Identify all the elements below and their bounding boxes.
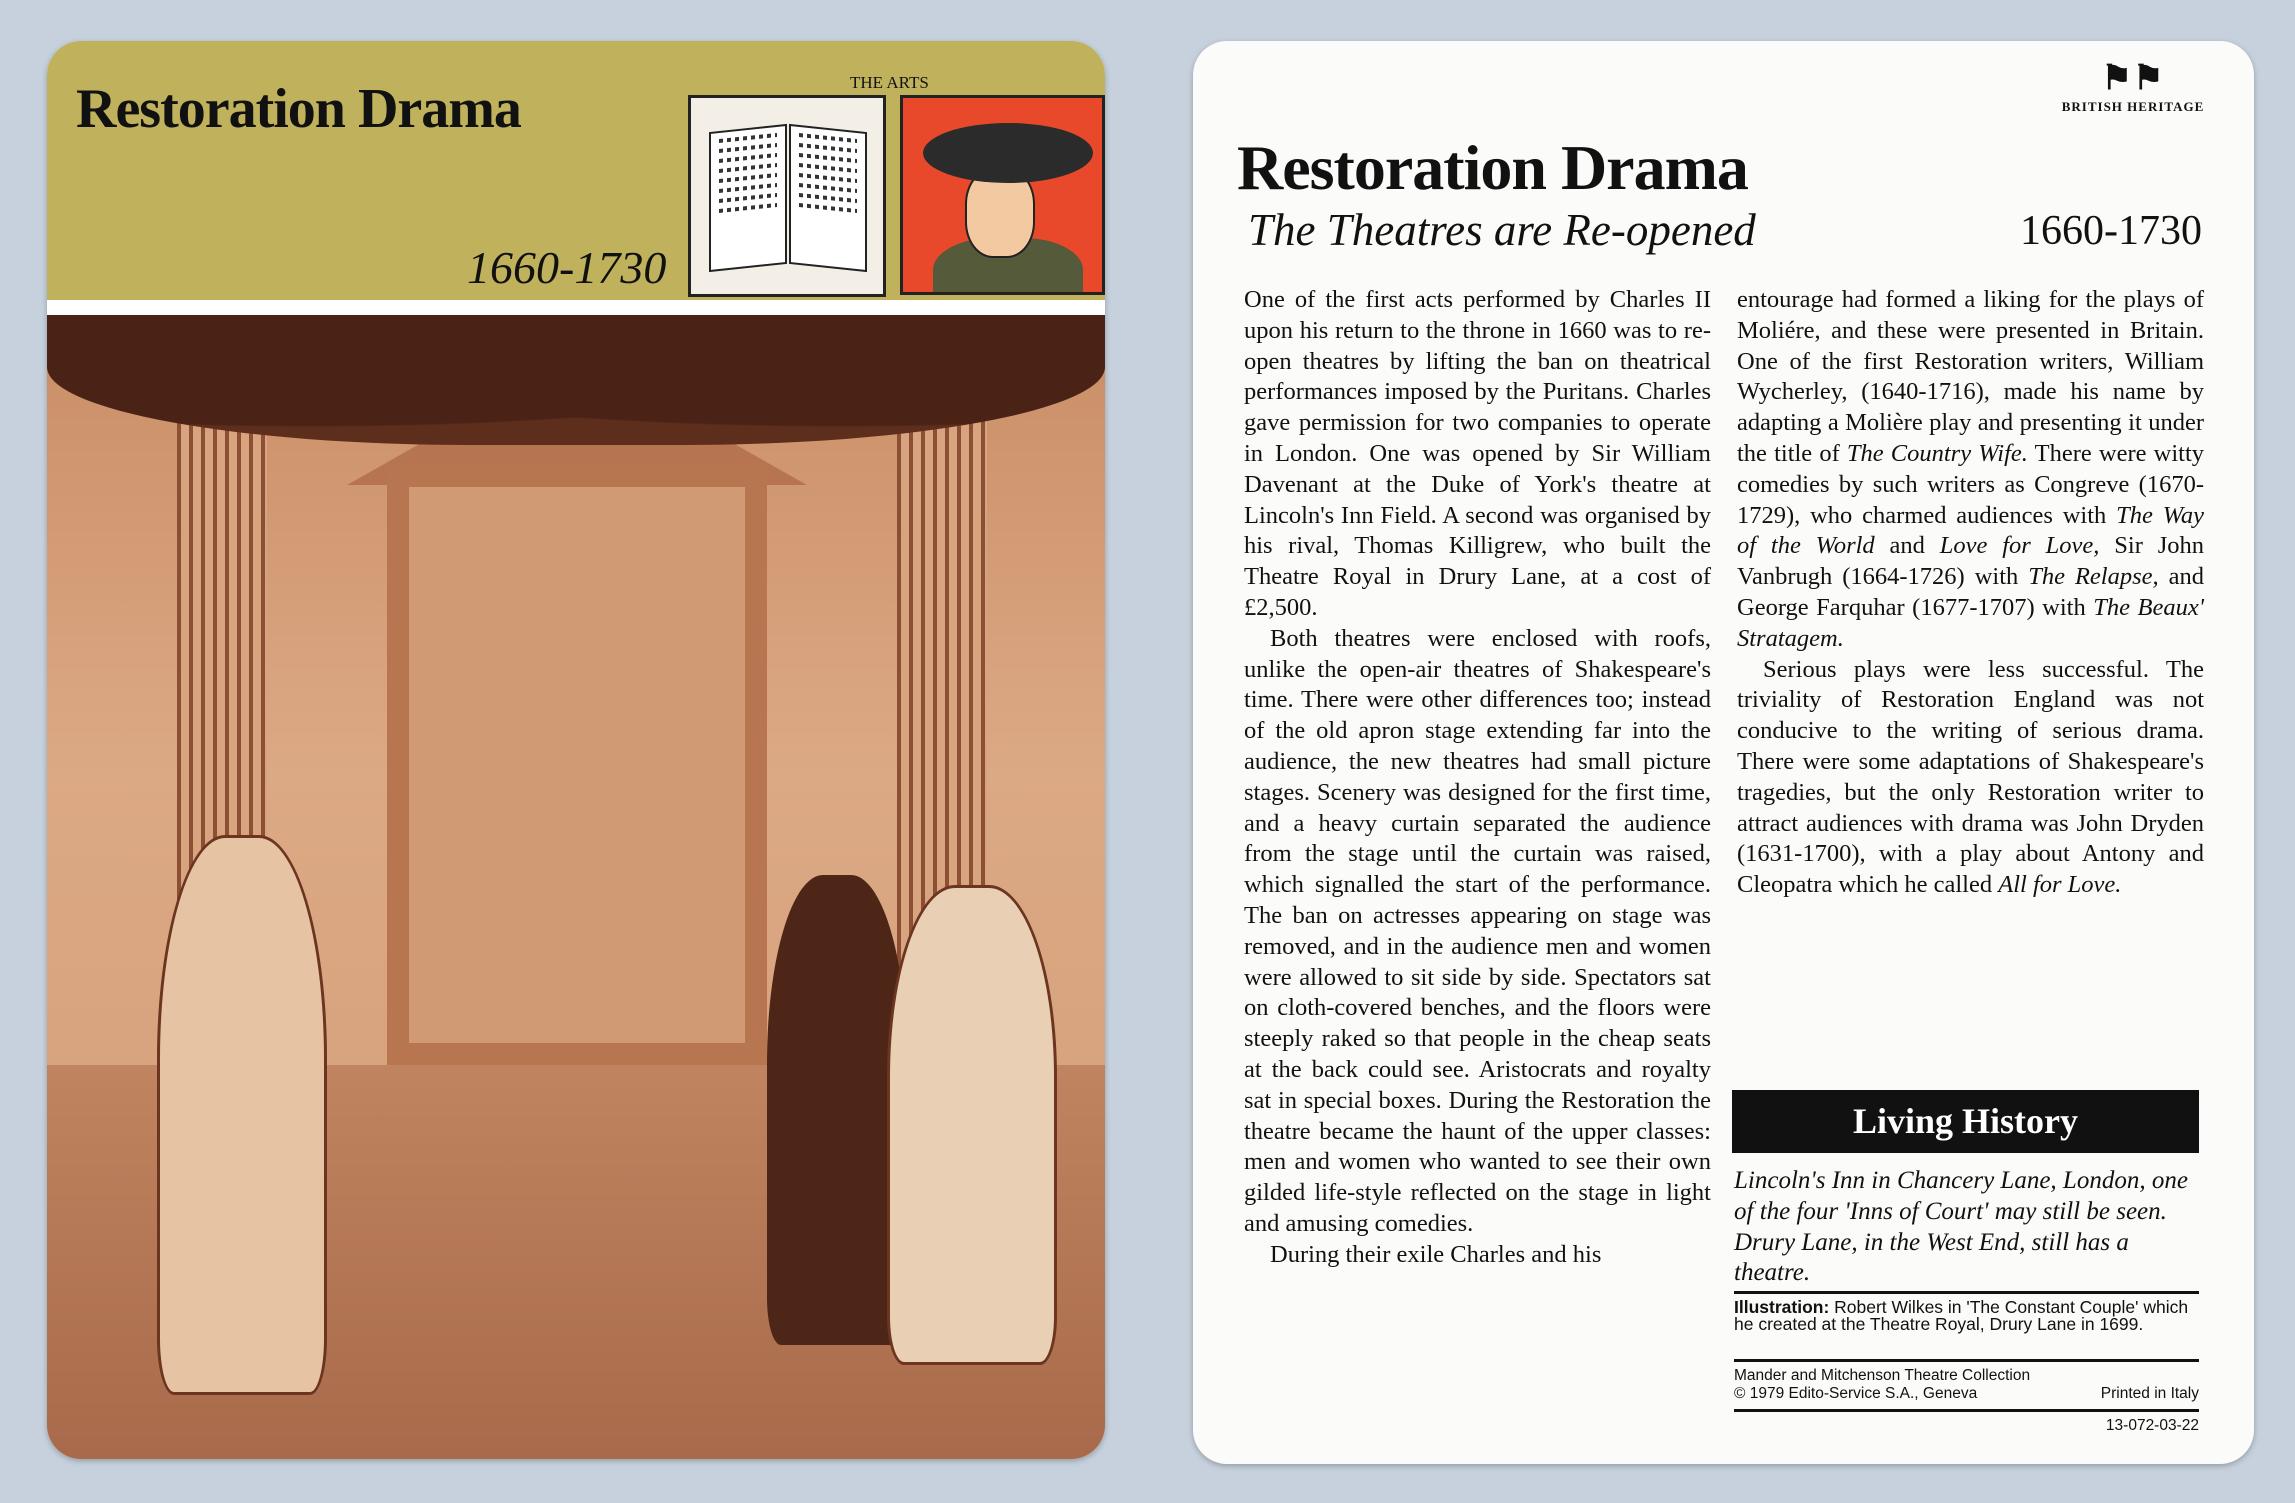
back-title: Restoration Drama xyxy=(1237,132,1748,203)
collection-credit: Mander and Mitchenson Theatre Collection xyxy=(1734,1367,2031,1384)
divider xyxy=(1734,1359,2199,1362)
living-history-heading: Living History xyxy=(1732,1090,2199,1153)
card-code: 13-072-03-22 xyxy=(2105,1417,2199,1434)
living-history-text: Lincoln's Inn in Chancery Lane, London, one of the four 'Inns of Court' may still be seen. Drury Lane, in the West End, still has a theatre. xyxy=(1734,1167,2188,1287)
paragraph: Both theatres were enclosed with roofs, unlike the open-air theatres of Shakespeare's time. There were other differences too; instead of the old apron stage extending far into the audience, the new theatres had small picture stages. Scenery was designed for the first time, and a heavy curtain separated the audience from the stage until the curtain was raised, which signalled the start of the performance. The ban on actresses appearing on stage was removed, and in the audience men and women were allowed to sit side by side. Spectators sat on cloth-covered benches, and the floors were steeply raked so that people in the cheap seats at the back could see. Aristocrats and royalty sat in special boxes. During the Restoration the theatre became the haunt of the upper classes: men and women who wanted to see their own gilded life-style reflected on the stage in light and amusing comedies. xyxy=(1244,624,1711,1237)
paragraph: During their exile Charles and his xyxy=(1270,1240,1602,1268)
front-header xyxy=(47,41,1105,300)
divider xyxy=(1734,1409,2199,1412)
credits xyxy=(1734,1367,2199,1403)
divider xyxy=(1734,1291,2199,1294)
paragraph: Serious plays were less successful. The triviality of Restoration England was not conducive to the writing of serious drama. There were some adaptations of Shakespeare's tragedies, but the only Restoration writer to attract audiences with drama was John Dryden (1631-1700), with a play about Antony and Cleopatra which he called All for Love. xyxy=(1737,655,2204,899)
engraving-illustration xyxy=(47,315,1105,1459)
back-dates: 1660-1730 xyxy=(2020,208,2202,254)
paragraph: entourage had formed a liking for the plays of Moliére, and these were presented in Britain. One of the first Restoration writers, William Wycherley, (1640-1716), made his name by adapting a Molière play and presenting it under the title of The Country Wife. There were witty comedies by such writers as Congreve (1670-1729), who charmed audiences with The Way of the World and Love for Love, Sir John Vanbrugh (1664-1726) with The Relapse, and George Farquhar (1677-1707) with The Beaux' Stratagem. xyxy=(1737,286,2205,652)
open-book-icon xyxy=(688,95,886,297)
logo-text: BRITISH HERITAGE xyxy=(2061,99,2205,114)
card-front xyxy=(47,41,1105,1459)
front-title: Restoration Drama xyxy=(76,78,521,140)
category-label: THE ARTS xyxy=(850,73,929,92)
illustration-caption: Illustration: Robert Wilkes in 'The Constant Couple' which he created at the Theatre Royal, Drury Lane in 1699. xyxy=(1734,1297,2189,1334)
printed-in: Printed in Italy xyxy=(2100,1385,2199,1402)
text-column-1 xyxy=(1244,285,1711,1271)
british-heritage-logo xyxy=(2053,59,2213,115)
paragraph: One of the first acts performed by Charles II upon his return to the throne in 1660 was to re-open theatres by lifting the ban on theatrical performances imposed by the Puritans. Charles gave permission for two companies to operate in London. One was opened by Sir William Davenant at the Duke of York's theatre at Lincoln's Inn Field. A second was organised by his rival, Thomas Killigrew, who built the Theatre Royal in Drury Lane, at a cost of £2,500. xyxy=(1244,286,1711,621)
front-dates: 1660-1730 xyxy=(467,242,667,293)
copyright: © 1979 Edito-Service S.A., Geneva xyxy=(1734,1385,1978,1402)
crossed-flags-icon: ⚑⚑ xyxy=(2101,60,2165,97)
card-back xyxy=(1193,41,2254,1464)
cavalier-portrait-icon xyxy=(900,95,1105,295)
text-column-2 xyxy=(1737,285,2204,901)
back-subtitle: The Theatres are Re-opened xyxy=(1248,205,1756,255)
